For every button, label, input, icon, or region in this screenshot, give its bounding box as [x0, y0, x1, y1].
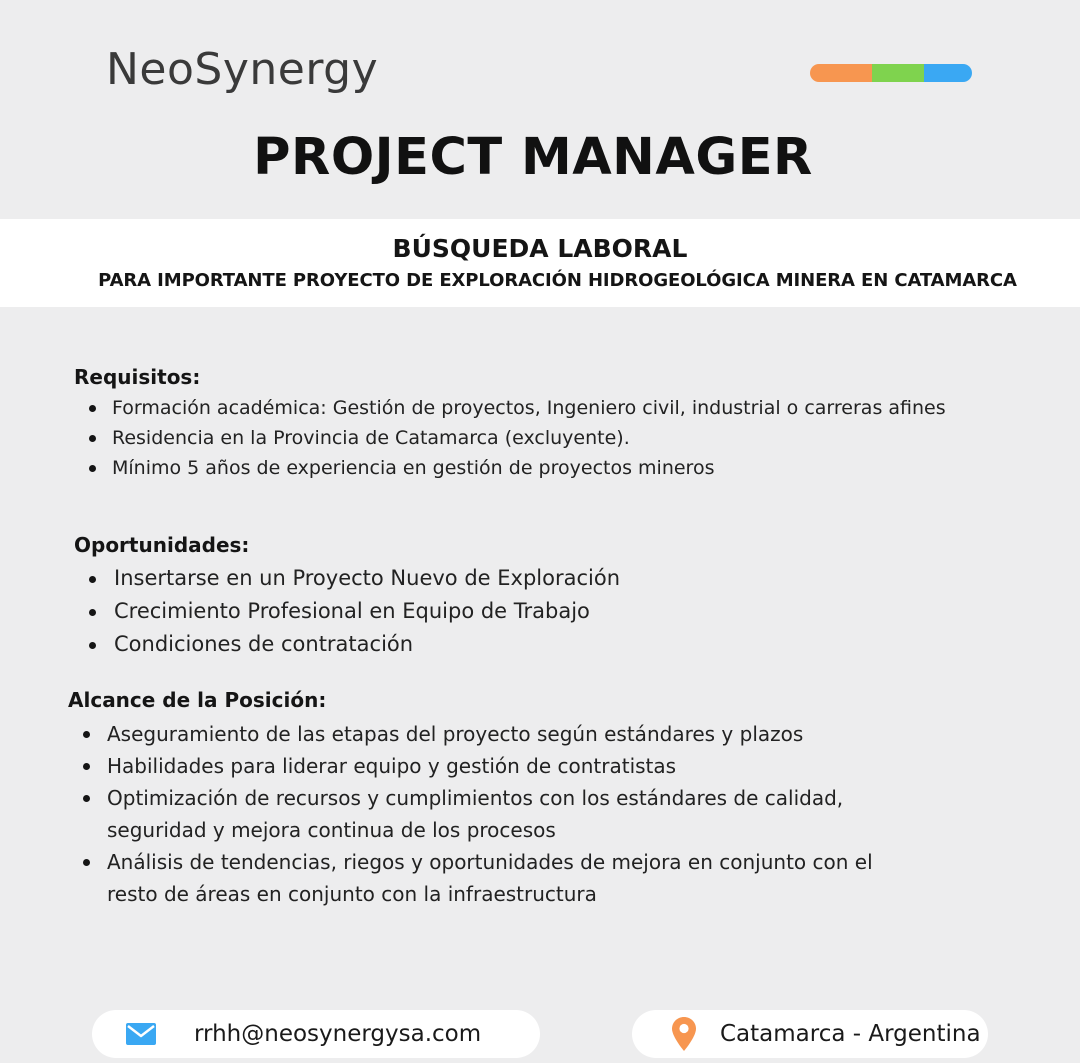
color-bar-blue: [924, 64, 972, 82]
list-item: Análisis de tendencias, riegos y oportunidades de mejora en conjunto con el resto de áreas en conjunto con la infraestructura: [68, 846, 927, 910]
list-item: Condiciones de contratación: [74, 628, 620, 661]
job-banner: [0, 219, 1080, 307]
mail-icon: [126, 1023, 156, 1045]
location-contact: [632, 1010, 988, 1058]
brand-color-bar: [810, 64, 972, 82]
requisitos-heading: Requisitos:: [74, 365, 201, 389]
email-text[interactable]: rrhh@neosynergysa.com: [194, 1021, 482, 1047]
color-bar-green: [872, 64, 924, 82]
list-item: Insertarse en un Proyecto Nuevo de Exploración: [74, 562, 620, 595]
list-item: Optimización de recursos y cumplimientos con los estándares de calidad, seguridad y mejora continua de los procesos: [68, 782, 927, 846]
color-bar-orange: [810, 64, 872, 82]
email-contact[interactable]: [92, 1010, 540, 1058]
page-title: PROJECT MANAGER: [253, 128, 813, 187]
list-item: Aseguramiento de las etapas del proyecto según estándares y plazos: [68, 718, 927, 750]
company-logo: NeoSynergy: [106, 44, 379, 95]
list-item: Crecimiento Profesional en Equipo de Trabajo: [74, 595, 620, 628]
oportunidades-list: [74, 562, 620, 661]
alcance-heading: Alcance de la Posición:: [68, 688, 327, 712]
requisitos-list: [74, 393, 946, 483]
location-text: Catamarca - Argentina: [720, 1021, 981, 1047]
requisitos-section: [74, 365, 946, 483]
list-item: Residencia en la Provincia de Catamarca (excluyente).: [74, 423, 946, 453]
alcance-list: [68, 718, 927, 910]
alcance-section: [68, 688, 927, 910]
oportunidades-heading: Oportunidades:: [74, 533, 250, 557]
oportunidades-section: [74, 533, 620, 661]
banner-title: BÚSQUEDA LABORAL: [392, 234, 688, 263]
banner-subtitle: PARA IMPORTANTE PROYECTO DE EXPLORACIÓN HIDROGEOLÓGICA MINERA EN CATAMARCA: [98, 270, 1017, 291]
list-item: Formación académica: Gestión de proyectos, Ingeniero civil, industrial o carreras afines: [74, 393, 946, 423]
list-item: Mínimo 5 años de experiencia en gestión de proyectos mineros: [74, 453, 946, 483]
list-item: Habilidades para liderar equipo y gestión de contratistas: [68, 750, 927, 782]
map-pin-icon: [672, 1017, 696, 1051]
